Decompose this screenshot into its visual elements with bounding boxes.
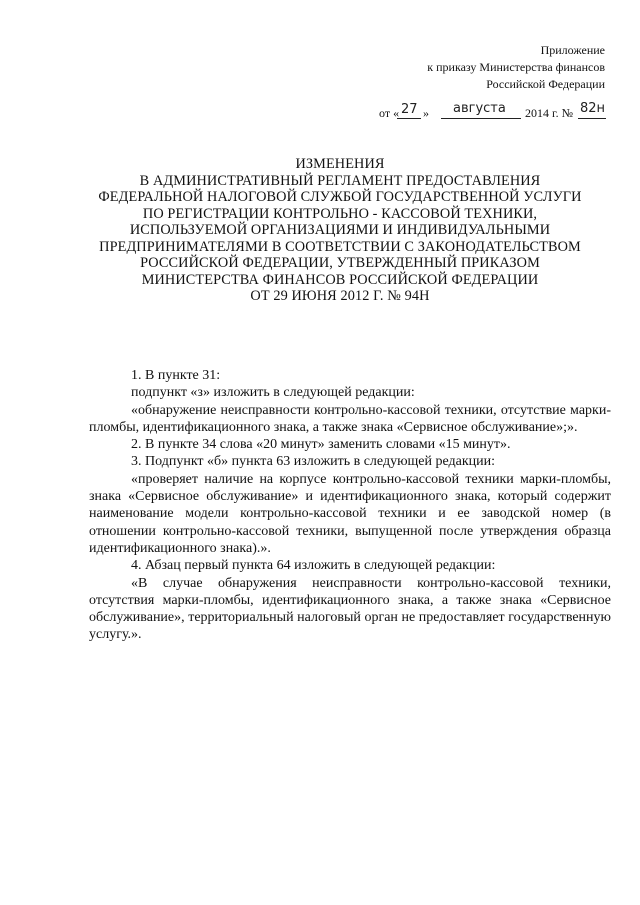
title-line: ИЗМЕНЕНИЯ (295, 156, 385, 172)
order-year: 2014 г. № (525, 106, 574, 120)
title-line: ФЕДЕРАЛЬНОЙ НАЛОГОВОЙ СЛУЖБОЙ ГОСУДАРСТВЕННОЙ УСЛУГИ (98, 189, 582, 205)
paragraph-item-2: 2. В пункте 34 слова «20 минут» заменить словами «15 минут». (131, 437, 511, 453)
title-line: ОТ 29 ИЮНЯ 2012 Г. № 94Н (250, 288, 430, 304)
day-underline (397, 118, 421, 119)
appendix-line: Приложение (540, 43, 605, 57)
paragraph-item-3: 3. Подпункт «б» пункта 63 изложить в следующей редакции: (131, 454, 496, 470)
paragraph-item-1: 1. В пункте 31: (131, 368, 221, 383)
appendix-line: Российской Федерации (486, 77, 605, 91)
order-month: августа (453, 101, 506, 116)
order-date-line (379, 101, 619, 125)
order-day: 27 (401, 102, 418, 117)
order-prefix: от « (379, 106, 400, 120)
month-underline (441, 118, 521, 119)
document-body (89, 367, 611, 644)
title-line: ПО РЕГИСТРАЦИИ КОНТРОЛЬНО - КАССОВОЙ ТЕХНИКИ, (142, 205, 538, 222)
quoted-paragraph: «обнаружение неисправности контрольно-кассовой техники, отсутствие марки-пломбы, идентификационного знака, а также знака «Сервисное обслуживание»;». (89, 402, 611, 435)
number-underline (578, 118, 606, 119)
appendix-line: к приказу Министерства финансов (427, 60, 605, 74)
title-line: В АДМИНИСТРАТИВНЫЙ РЕГЛАМЕНТ ПРЕДОСТАВЛЕНИЯ (139, 172, 541, 189)
title-line: ПРЕДПРИНИМАТЕЛЯМИ В СООТВЕТСТВИИ С ЗАКОНОДАТЕЛЬСТВОМ (99, 238, 581, 255)
title-line: РОССИЙСКОЙ ФЕДЕРАЦИИ, УТВЕРЖДЕННЫЙ ПРИКАЗОМ (140, 255, 540, 271)
quoted-paragraph: «В случае обнаружения неисправности контрольно-кассовой техники, отсутствия марки-пломбы, идентификационного знака, а также знака «Сервисное обслуживание», территориальный налоговый орган не предоставляет государственную услугу.». (89, 575, 611, 643)
order-day-close: » (423, 106, 429, 120)
paragraph: подпункт «з» изложить в следующей редакции: (131, 385, 415, 401)
title-line: МИНИСТЕРСТВА ФИНАНСОВ РОССИЙСКОЙ ФЕДЕРАЦИИ (141, 271, 539, 288)
order-number: 82н (580, 101, 606, 116)
appendix-header (427, 42, 605, 93)
paragraph-item-4: 4. Абзац первый пункта 64 изложить в следующей редакции: (131, 558, 496, 574)
quoted-paragraph: «проверяет наличие на корпусе контрольно-кассовой техники марки-пломбы, знака «Сервисное обслуживание» и идентификационного знака, который содержит наименование модели контрольно-кассовой техники и ее заводской номер (в отношении контрольно-кассовой техники, выпущенной после утверждения образца идентификационного знака).». (89, 471, 611, 556)
document-title (60, 156, 620, 305)
title-line: ИСПОЛЬЗУЕМОЙ ОРГАНИЗАЦИЯМИ И ИНДИВИДУАЛЬНЫМИ (129, 222, 551, 238)
